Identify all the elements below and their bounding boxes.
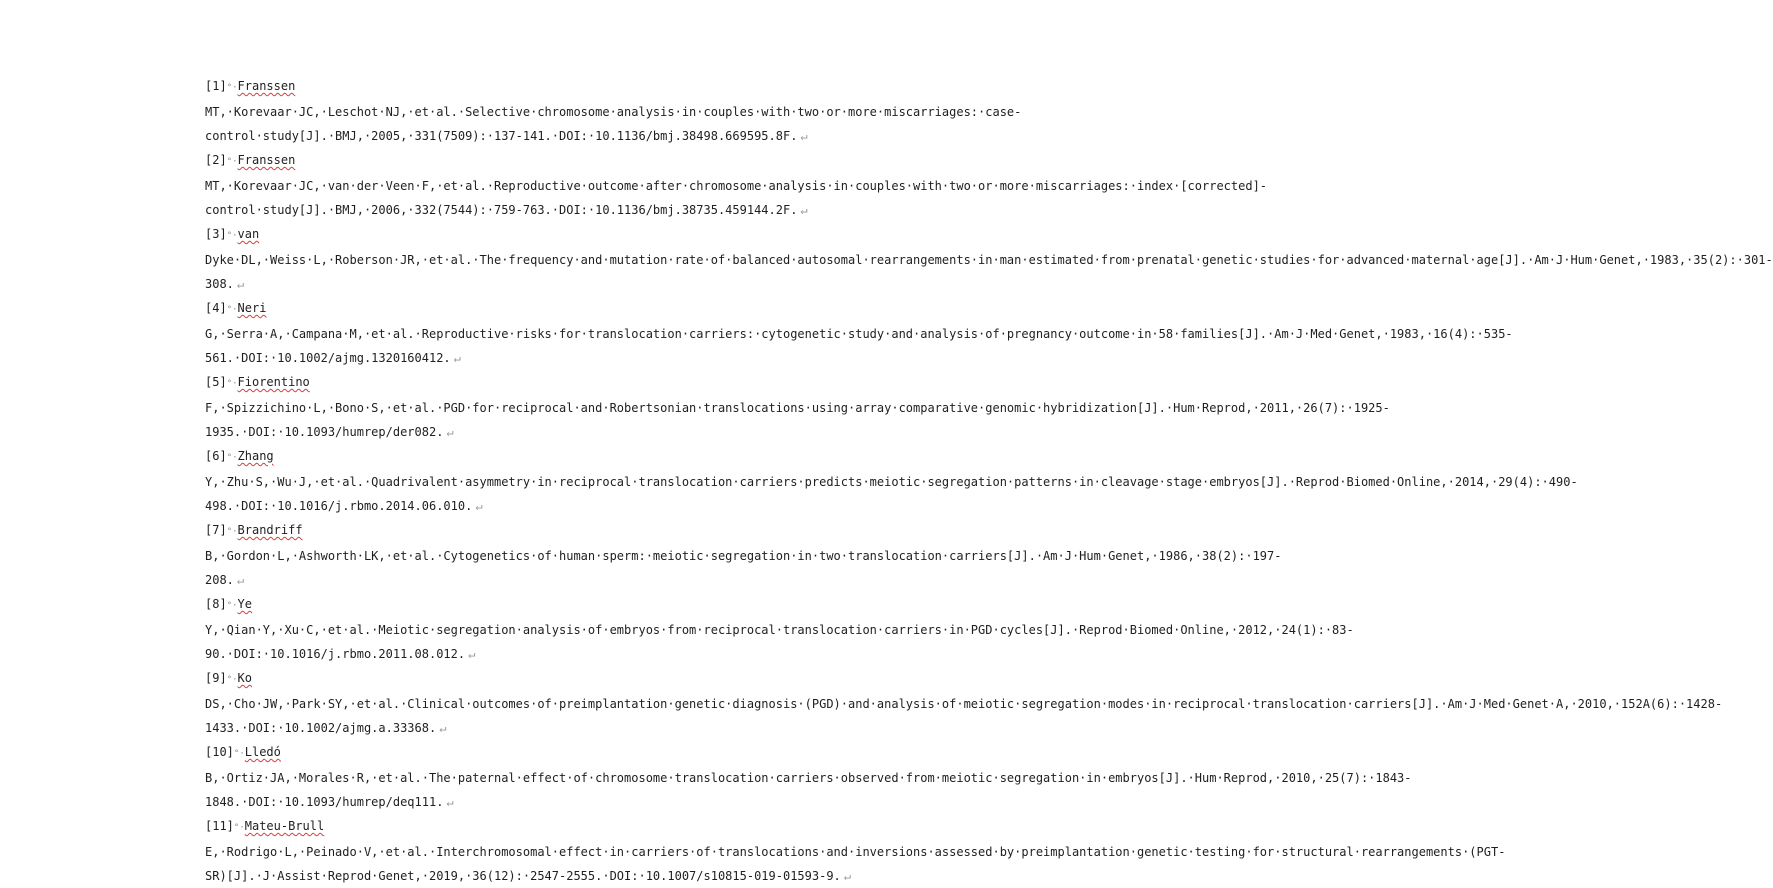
reference-text: F,·Spizzichino·L,·Bono·S,·et·al.·PGD·for·reciprocal·and·Robertsonian·translocations·using·array·comparative·genomic·hybridization[J].·Hum·Reprod,·2011,·26(7):·1925-1935.·DOI:·10.1093/humrep/der082. xyxy=(205,401,1390,439)
space-mark: °· xyxy=(226,157,238,167)
first-author: Mateu-Brull xyxy=(244,819,325,833)
paragraph-return-icon: ↵ xyxy=(446,425,454,439)
first-author: Ye xyxy=(237,597,252,611)
paragraph-return-icon: ↵ xyxy=(439,721,447,735)
paragraph-return-icon: ↵ xyxy=(843,869,851,883)
reference-text: Dyke·DL,·Weiss·L,·Roberson·JR,·et·al.·The·frequency·and·mutation·rate·of·balanced·autosomal·rearrangements·in·man·estimated·from·prenatal·genetic·studies·for·advanced·maternal·age[J].·Am·J·Hum·Genet,·1983,·35(2):·301-308. xyxy=(205,253,1773,291)
reference-number: [1] xyxy=(205,79,227,93)
first-author: Zhang xyxy=(237,449,274,463)
first-author: Lledó xyxy=(244,745,281,759)
paragraph-return-icon: ↵ xyxy=(236,573,245,587)
first-author: Franssen xyxy=(237,153,296,167)
paragraph-return-icon: ↵ xyxy=(468,647,476,661)
reference-text: MT,·Korevaar·JC,·Leschot·NJ,·et·al.·Selective·chromosome·analysis·in·couples·with·two·or·more·miscarriages:·case-control·study[J].·BMJ,·2005,·331(7509):·137-141.·DOI:·10.1136/bmj.38498.669595.8F. xyxy=(205,105,1022,143)
reference-item xyxy=(205,814,1506,888)
reference-number: [6] xyxy=(205,449,227,463)
reference-text: B,·Gordon·L,·Ashworth·LK,·et·al.·Cytogenetics·of·human·sperm:·meiotic·segregation·in·two·translocation·carriers[J].·Am·J·Hum·Genet,·1986,·38(2):·197-208. xyxy=(205,549,1282,587)
reference-item xyxy=(205,592,1354,666)
reference-text: G,·Serra·A,·Campana·M,·et·al.·Reproductive·risks·for·translocation·carriers:·cytogenetic·study·and·analysis·of·pregnancy·outcome·in·58·families[J].·Am·J·Med·Genet,·1983,·16(4):·535-561.·DOI:·10.1002/ajmg.1320160412. xyxy=(205,327,1513,365)
reference-item xyxy=(205,74,1022,148)
paragraph-return-icon: ↵ xyxy=(800,129,808,143)
reference-number: [8] xyxy=(205,597,227,611)
paragraph-return-icon: ↵ xyxy=(475,499,483,513)
reference-text: B,·Ortiz·JA,·Morales·R,·et·al.·The·paternal·effect·of·chromosome·translocation·carriers·observed·from·meiotic·segregation·in·embryos[J].·Hum·Reprod,·2010,·25(7):·1843-1848.·DOI:·10.1093/humrep/deq111. xyxy=(205,771,1412,809)
reference-item xyxy=(205,518,1282,592)
space-mark: °· xyxy=(226,601,238,611)
reference-item xyxy=(205,444,1578,518)
reference-number: [10] xyxy=(205,745,234,759)
first-author: van xyxy=(237,227,260,241)
first-author: Fiorentino xyxy=(237,375,310,389)
reference-number: [9] xyxy=(205,671,227,685)
reference-text: Y,·Zhu·S,·Wu·J,·et·al.·Quadrivalent·asymmetry·in·reciprocal·translocation·carriers·predicts·meiotic·segregation·patterns·in·cleavage·stage·embryos[J].·Reprod·Biomed·Online,·2014,·29(4):·490-498.·DOI:·10.1016/j.rbmo.2014.06.010. xyxy=(205,475,1578,513)
reference-text: Y,·Qian·Y,·Xu·C,·et·al.·Meiotic·segregation·analysis·of·embryos·from·reciprocal·translocation·carriers·in·PGD·cycles[J].·Reprod·Biomed·Online,·2012,·24(1):·83-90.·DOI:·10.1016/j.rbmo.2011.08.012. xyxy=(205,623,1354,661)
reference-text: DS,·Cho·JW,·Park·SY,·et·al.·Clinical·outcomes·of·preimplantation·genetic·diagnosis·(PGD)·and·analysis·of·meiotic·segregation·modes·in·reciprocal·translocation·carriers[J].·Am·J·Med·Genet·A,·2010,·152A(6):·1428-1433.·DOI:·10.1002/ajmg.a.33368. xyxy=(205,697,1723,735)
reference-item xyxy=(205,296,1513,370)
space-mark: °· xyxy=(226,527,238,537)
space-mark: °· xyxy=(226,453,238,463)
reference-item xyxy=(205,740,1412,814)
paragraph-return-icon: ↵ xyxy=(800,203,808,217)
reference-text: E,·Rodrigo·L,·Peinado·V,·et·al.·Interchromosomal·effect·in·carriers·of·translocations·and·inversions·assessed·by·preimplantation·genetic·testing·for·structural·rearrangements·(PGT-SR)[J].·J·Assist·Reprod·Genet,·2019,·36(12):·2547-2555.·DOI:·10.1007/s10815-019-01593-9. xyxy=(205,845,1506,883)
reference-text: MT,·Korevaar·JC,·van·der·Veen·F,·et·al.·Reproductive·outcome·after·chromosome·analysis·in·couples·with·two·or·more·miscarriages:·index·[corrected]-control·study[J].·BMJ,·2006,·332(7544):·759-763.·DOI:·10.1136/bmj.38735.459144.2F. xyxy=(205,179,1268,217)
reference-item xyxy=(205,222,1773,296)
reference-number: [4] xyxy=(205,301,227,315)
reference-number: [2] xyxy=(205,153,227,167)
space-mark: °· xyxy=(226,83,238,93)
reference-number: [7] xyxy=(205,523,227,537)
first-author: Brandriff xyxy=(237,523,303,537)
paragraph-return-icon: ↵ xyxy=(446,795,454,809)
space-mark: °· xyxy=(233,823,245,833)
first-author: Franssen xyxy=(237,79,296,93)
space-mark: °· xyxy=(226,305,238,315)
paragraph-return-icon: ↵ xyxy=(236,277,245,291)
reference-item xyxy=(205,148,1268,222)
reference-item xyxy=(205,666,1723,740)
reference-item xyxy=(205,370,1390,444)
first-author: Ko xyxy=(237,671,252,685)
space-mark: °· xyxy=(226,231,238,241)
reference-number: [11] xyxy=(205,819,234,833)
space-mark: °· xyxy=(226,675,238,685)
paragraph-return-icon: ↵ xyxy=(453,351,461,365)
reference-list xyxy=(205,74,1773,888)
space-mark: °· xyxy=(233,749,245,759)
first-author: Neri xyxy=(237,301,267,315)
reference-number: [3] xyxy=(205,227,227,241)
space-mark: °· xyxy=(226,379,238,389)
reference-number: [5] xyxy=(205,375,227,389)
